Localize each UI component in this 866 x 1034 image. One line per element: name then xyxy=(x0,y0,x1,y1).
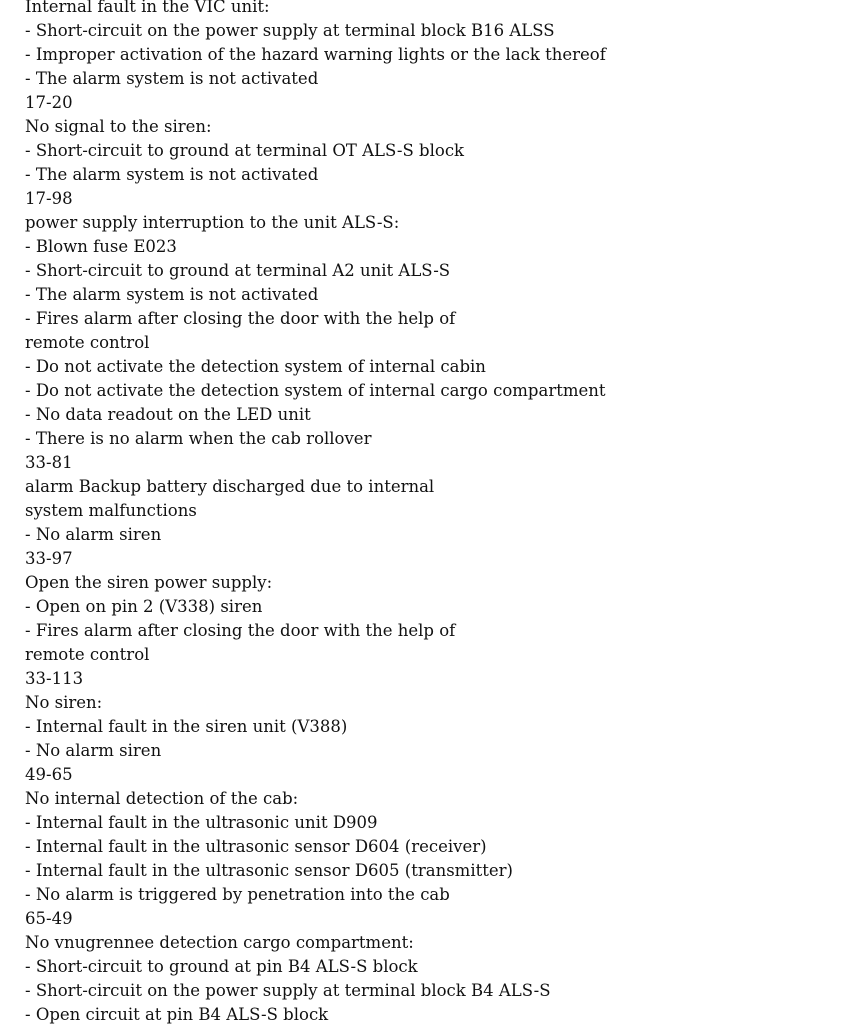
text-line: - Internal fault in the ultrasonic sensor D604 (receiver) xyxy=(25,837,487,856)
text-line: No vnugrennee detection cargo compartment: xyxy=(25,933,414,952)
text-line: - The alarm system is not activated xyxy=(25,69,319,88)
text-line: - No alarm is triggered by penetration into the cab xyxy=(25,885,450,904)
text-line: - There is no alarm when the cab rollover xyxy=(25,429,372,448)
fault-code: 33-113 xyxy=(25,669,84,688)
fault-code: 33-97 xyxy=(25,549,73,568)
text-line: - Internal fault in the ultrasonic unit D909 xyxy=(25,813,378,832)
fault-code-document xyxy=(25,0,855,1027)
text-line: remote control xyxy=(25,333,150,352)
text-line: - Short-circuit on the power supply at terminal block B4 ALS-S xyxy=(25,981,551,1000)
text-line: - The alarm system is not activated xyxy=(25,285,319,304)
text-line: - Open on pin 2 (V338) siren xyxy=(25,597,263,616)
text-line: - Improper activation of the hazard warning lights or the lack thereof xyxy=(25,45,606,64)
text-line: system malfunctions xyxy=(25,501,197,520)
text-line: No siren: xyxy=(25,693,103,712)
fault-code: 65-49 xyxy=(25,909,73,928)
text-line: - Fires alarm after closing the door with the help of xyxy=(25,309,456,328)
text-line: - Blown fuse E023 xyxy=(25,237,177,256)
text-line: - No alarm siren xyxy=(25,741,162,760)
text-line: - Short-circuit to ground at pin B4 ALS-S block xyxy=(25,957,418,976)
text-line: - Short-circuit to ground at terminal A2 unit ALS-S xyxy=(25,261,451,280)
text-line: alarm Backup battery discharged due to internal xyxy=(25,477,435,496)
text-line: - No data readout on the LED unit xyxy=(25,405,311,424)
text-line: No internal detection of the cab: xyxy=(25,789,299,808)
text-line: - No alarm siren xyxy=(25,525,162,544)
text-line: - Do not activate the detection system of internal cabin xyxy=(25,357,486,376)
fault-code: 49-65 xyxy=(25,765,73,784)
text-line: - Short-circuit on the power supply at terminal block B16 ALSS xyxy=(25,21,555,40)
text-line: - Internal fault in the siren unit (V388) xyxy=(25,717,348,736)
fault-code: 17-20 xyxy=(25,93,73,112)
text-line: - Do not activate the detection system of internal cargo compartment xyxy=(25,381,606,400)
text-line: - Internal fault in the ultrasonic sensor D605 (transmitter) xyxy=(25,861,513,880)
text-line: remote control xyxy=(25,645,150,664)
text-line: - Fires alarm after closing the door with the help of xyxy=(25,621,456,640)
text-line: power supply interruption to the unit ALS-S: xyxy=(25,213,400,232)
text-line: Open the siren power supply: xyxy=(25,573,273,592)
text-line: Internal fault in the VIC unit: xyxy=(25,0,270,16)
text-line: - The alarm system is not activated xyxy=(25,165,319,184)
text-line: - Short-circuit to ground at terminal OT ALS-S block xyxy=(25,141,465,160)
text-line: No signal to the siren: xyxy=(25,117,212,136)
fault-code: 17-98 xyxy=(25,189,73,208)
fault-code: 33-81 xyxy=(25,453,73,472)
text-line: - Open circuit at pin B4 ALS-S block xyxy=(25,1005,329,1024)
